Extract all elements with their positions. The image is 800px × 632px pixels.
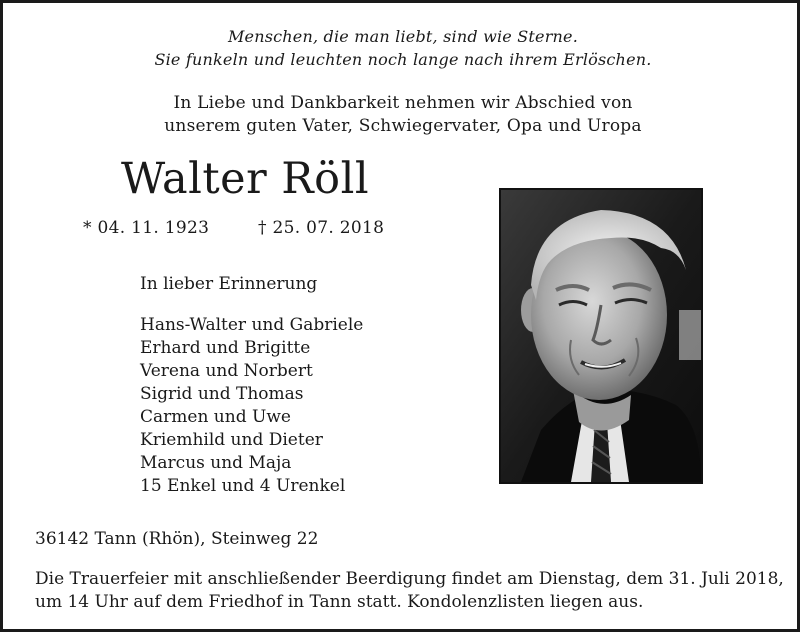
address: 36142 Tann (Rhön), Steinweg 22: [35, 529, 319, 549]
ceremony-line-1: Die Trauerfeier mit anschließender Beerdigung findet am Dienstag, dem 31. Juli 2018,: [35, 569, 784, 589]
family-member: Carmen und Uwe: [140, 407, 291, 427]
quote-line-2: Sie funkeln und leuchten noch lange nach ihrem Erlöschen.: [154, 50, 652, 69]
family-member: Erhard und Brigitte: [140, 338, 311, 358]
deceased-name: Walter Röll: [121, 154, 370, 204]
portrait-photo: [499, 188, 703, 484]
portrait-image: [501, 190, 701, 482]
family-member: 15 Enkel und 4 Urenkel: [140, 476, 346, 496]
ceremony-notice: [35, 568, 784, 614]
intro-line-1: In Liebe und Dankbarkeit nehmen wir Abschied von: [173, 93, 633, 113]
quote-line-1: Menschen, die man liebt, sind wie Sterne.: [227, 27, 579, 46]
family-member: Sigrid und Thomas: [140, 384, 304, 404]
family-member: Verena und Norbert: [140, 361, 313, 381]
family-list: [140, 314, 363, 498]
memory-heading: In lieber Erinnerung: [140, 274, 318, 294]
family-member: Marcus und Maja: [140, 453, 292, 473]
birth-date: * 04. 11. 1923: [83, 218, 210, 238]
death-date: † 25. 07. 2018: [258, 218, 385, 238]
family-member: Kriemhild und Dieter: [140, 430, 323, 450]
family-member: Hans-Walter und Gabriele: [140, 315, 364, 335]
intro-line-2: unserem guten Vater, Schwiegervater, Opa und Uropa: [164, 116, 642, 136]
ceremony-line-2: um 14 Uhr auf dem Friedhof in Tann statt. Kondolenzlisten liegen aus.: [35, 592, 644, 612]
